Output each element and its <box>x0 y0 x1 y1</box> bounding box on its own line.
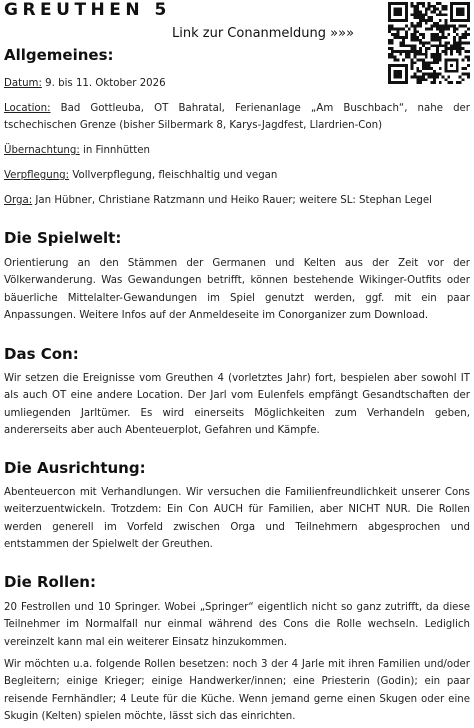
section-heading-rollen: Die Rollen: <box>4 573 96 591</box>
section-text-spielwelt: Orientierung an den Stämmen der Germanen und Kelten aus der Zeit vor der Völkerwanderung. Was Gewandungen betrifft, können bestehende Wikinger-Outfits oder bäuerliche Mittelalter-Gewandungen im Spiel genutzt werden, ggf. mit ein paar Anpassungen. Weitere Infos auf der Anmeldeseite im Conorganizer zum Download. <box>4 258 470 321</box>
location-value: Bad Gottleuba, OT Bahratal, Ferienanlage „Am Buschbach“, nahe der tschechischen Grenze (bisher Silbermark 8, Karys-Jagdfest, Llardrien-Con) <box>4 103 470 131</box>
section-text-rollen-2: Wir möchten u.a. folgende Rollen besetzen: noch 3 der 4 Jarle mit ihren Familien und/oder Begleitern; einige Krieger; einige Handwerker/innen; eine Priesterin (Godin); ein paar reisende Fernhändler; 4 Leute für die Küche. Wenn jemand gerne einen Skugen oder eine Skugin (Kelten) spielen möchte, lässt sich das einrichten. <box>4 659 470 722</box>
orga-label: Orga: <box>4 195 33 206</box>
orga-row <box>4 193 470 210</box>
section-heading-con: Das Con: <box>4 345 79 363</box>
section-heading-spielwelt: Die Spielwelt: <box>4 229 122 247</box>
qr-code-icon[interactable] <box>388 2 470 84</box>
registration-link[interactable]: Link zur Conanmeldung »»» <box>172 26 355 41</box>
date-value: 9. bis 11. Oktober 2026 <box>41 78 166 89</box>
stay-label: Übernachtung: <box>4 145 80 156</box>
stay-value: in Finnhütten <box>79 145 151 156</box>
location-label: Location: <box>4 103 51 114</box>
location-row <box>4 101 470 134</box>
food-value: Vollverpflegung, fleischhaltig und vegan <box>69 170 278 181</box>
section-text-ausrichtung: Abenteuercon mit Verhandlungen. Wir versuchen die Familienfreundlichkeit unserer Cons weiterzuentwickeln. Trotzdem: Ein Con AUCH für Familien, aber NICHT NUR. Die Rollen werden generell im Vorfeld zwischen Orga und Teilnehmern abgesprochen und entstammen der Spielwelt der Greuthen. <box>4 487 470 550</box>
food-label: Verpflegung: <box>4 170 70 181</box>
date-row <box>4 76 470 93</box>
page-title: GREUTHEN 5 <box>4 0 171 20</box>
section-heading-general: Allgemeines: <box>4 46 114 64</box>
section-text-rollen: 20 Festrollen und 10 Springer. Wobei „Springer“ eigentlich nicht so ganz zutrifft, da diese Teilnehmer im Normalfall nur einmal während des Cons die Rolle wechseln. Lediglich vereinzelt kann mal ein weiterer Einsatz hinzukommen. <box>4 602 470 648</box>
section-text-con: Wir setzen die Ereignisse vom Greuthen 4 (vorletztes Jahr) fort, bespielen aber sowohl IT als auch OT eine andere Location. Der Jarl vom Eulenfels empfängt Gesandtschaften der umliegenden Jarltümer. Es wird einerseits Möglichkeiten zum Verhandeln geben, andererseits aber auch Abenteuerplot, Gefahren und Kämpfe. <box>4 373 470 436</box>
section-heading-ausrichtung: Die Ausrichtung: <box>4 459 146 477</box>
food-row <box>4 168 470 185</box>
orga-value: Jan Hübner, Christiane Ratzmann und Heiko Rauer; weitere SL: Stephan Legel <box>32 195 432 206</box>
stay-row <box>4 143 470 160</box>
date-label: Datum: <box>4 78 42 89</box>
